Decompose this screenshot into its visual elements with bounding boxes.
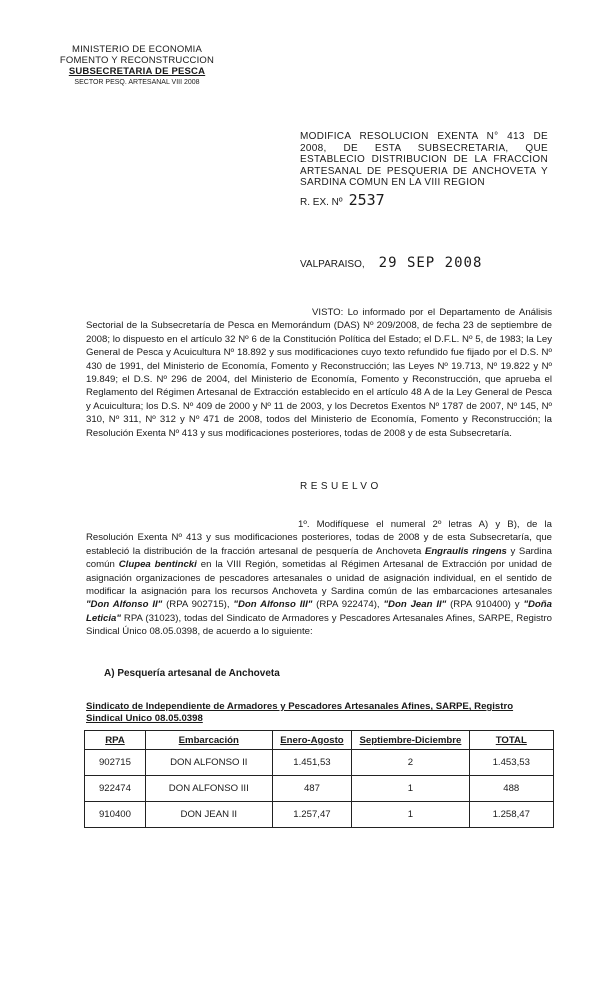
cell-septiembre-diciembre: 1 [352,802,469,828]
city: VALPARAISO, [300,259,365,270]
resuelvo-text-5: (RPA 922474), [312,599,384,611]
visto-paragraph: VISTO: Lo informado por el Departamento de Análisis Sectorial de la Subsecretaría de Pesca en Memorándum (DAS) Nº 209/2008, de fecha 23 de septiembre de 2008; lo dispuesto en el artículo 32 Nº 6 de la Constitución Política del Estado; el D.F.L. Nº 5, de 1983; la Ley General de Pesca y Acuicultura Nº 18.892 y sus modificaciones cuyo texto refundido fue fijado por el D.S. Nº 430 de 1991, del Ministerio de Economía, Fomento y Reconstrucción; las Leyes Nº 19.713, Nº 19.822 y Nº 19.849; el D.S. Nº 296 de 2004, del Ministerio de Economía, Fomento y Reconstrucción, que aprueba el Reglamento del Régimen Artesanal de Extracción establecido en el artículo 48 A de la Ley General de Pesca y Acuicultura; los D.S. Nº 409 de 2000 y Nº 11 de 2003, y los Decretos Exentos Nº 1787 de 2007, Nº 145, Nº 310, Nº 311, Nº 312 y Nº 471 de 2008, todos del Ministerio de Economía, Fomento y Reconstrucción; la Resolución Exenta Nº 413 y sus modificaciones posteriores, todas de 2008 y de esta Subsecretaría. [86,307,552,439]
species-anchoveta: Engraulis ringens [424,545,507,557]
cell-septiembre-diciembre: 2 [352,750,469,776]
resuelvo-text-7: RPA (31023), todas del Sindicato de Armadores y Pescadores Artesanales Afines, SARPE, Registro Sindical Único 08.05.0398, de acuerdo a lo siguiente: [86,612,552,638]
resuelvo-text-3: en la VIII Región, sometidas al Régimen Artesanal de Extracción por unidad de asignación organizaciones de pescadores artesanales o unidad de asignación individual, en el sentido de modificar la asignación para los recursos Anchoveta y Sardina común de las embarcaciones artesanales [86,559,553,598]
table-caption: Sindicato de Independiente de Armadores y Pescadores Artesanales Afines, SARPE, Registro Sindical Unico 08.05.0398 [86,701,514,724]
section-a-heading: A) Pesquería artesanal de Anchoveta [104,668,280,679]
boat-don-alfonso-ii: "Don Alfonso II" [86,599,163,611]
table-header-row [85,731,554,750]
cell-total: 488 [469,776,553,802]
resuelvo-text-6: (RPA 910400) y [446,599,524,611]
resolution-title: MODIFICA RESOLUCION EXENTA N° 413 DE 2008, DE ESTA SUBSECRETARIA, QUE ESTABLECIO DISTRIBUCION DE LA FRACCION ARTESANAL DE PESQUERIA DE ANCHOVETA Y SARDINA COMUN EN LA VIII REGION [300,131,548,188]
letterhead [52,44,222,88]
cell-enero-agosto: 487 [272,776,352,802]
boat-don-jean-ii: "Don Jean II" [383,599,447,611]
resolution-label: R. EX. Nº [300,197,343,208]
resuelvo-text-2: y Sardina común [86,545,552,571]
resuelvo-paragraph [86,518,552,639]
cell-enero-agosto: 1.257,47 [272,802,352,828]
boat-dona-leticia: "Doña Leticia" [86,599,552,624]
col-header-total: TOTAL [469,731,553,750]
table-row [85,776,554,802]
col-header-rpa: RPA [85,731,146,750]
table-row [85,750,554,776]
cell-total: 1.453,53 [469,750,553,776]
resuelvo-text-1: 1º. Modifíquese el numeral 2º letras A) y B), de la Resolución Exenta Nº 413 y sus modificaciones posteriores, todas de 2008 y de esta Subsecretaría, que estableció la distribución de la fracción artesanal de pesquería de Anchoveta [86,519,552,557]
cell-rpa: 922474 [85,776,146,802]
cell-septiembre-diciembre: 1 [352,776,469,802]
ministry-line-1: MINISTERIO DE ECONOMIA [71,44,203,55]
resolution-number: 2537 [348,191,385,209]
date-stamp: 29 SEP 2008 [378,255,483,271]
dateline [300,255,482,271]
resolution-number-line [300,191,385,209]
cell-enero-agosto: 1.451,53 [272,750,352,776]
cell-embarcacion: DON JEAN II [145,802,272,828]
resuelvo-heading: RESUELVO [300,481,382,492]
subsecretaria-line: SUBSECRETARIA DE PESCA [68,66,206,77]
col-header-embarcacion: Embarcación [145,731,272,750]
sector-stamp: SECTOR PESQ. ARTESANAL VIII 2008 [74,79,200,86]
table-row [85,802,554,828]
allocation-table [84,730,554,828]
cell-embarcacion: DON ALFONSO II [145,750,272,776]
boat-don-alfonso-iii: "Don Alfonso III" [233,599,313,611]
cell-embarcacion: DON ALFONSO III [145,776,272,802]
cell-rpa: 902715 [85,750,146,776]
resuelvo-text-4: (RPA 902715), [162,599,234,611]
cell-total: 1.258,47 [469,802,553,828]
ministry-line-2: FOMENTO Y RECONSTRUCCION [59,55,215,66]
cell-rpa: 910400 [85,802,146,828]
species-sardina: Clupea bentincki [118,559,197,571]
col-header-septiembre-diciembre: Septiembre-Diciembre [352,731,469,750]
col-header-enero-agosto: Enero-Agosto [272,731,352,750]
